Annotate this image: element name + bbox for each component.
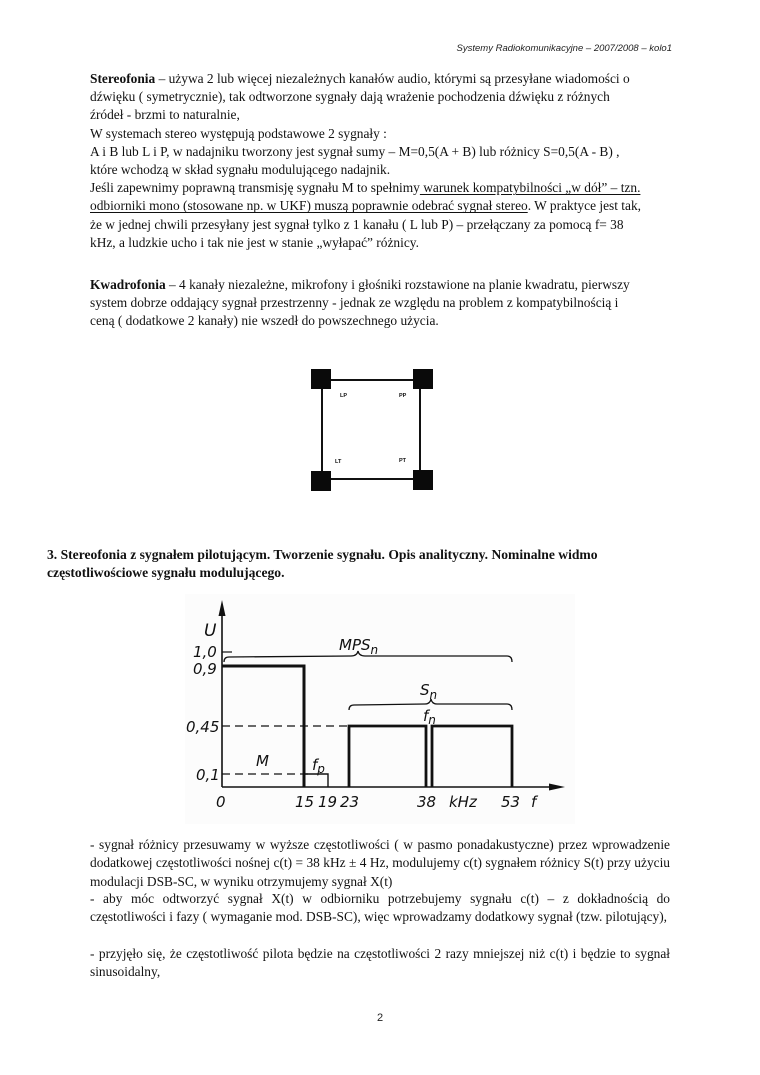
x-tick-0: 0 (216, 793, 226, 811)
unit-khz: kHz (449, 793, 477, 811)
bullet-2-text: - aby móc odtworzyć sygnał X(t) w odbiorniku potrzebujemy sygnału c(t) – z dokładnością do częstotliwości i fazy ( wymaganie mod. DSB-SC), więc wprowadzamy dodatkowy sygnał (tzw. pilotujący), (90, 891, 670, 925)
stereo-line-7-text: Jeśli zapewnimy poprawną transmisję sygnału M to spełnimy (90, 180, 420, 196)
label-pp: PP (399, 393, 407, 399)
x-tick-23: 23 (340, 793, 360, 811)
x-axis-arrow-icon (549, 784, 565, 791)
label-pt: PT (399, 458, 407, 464)
quadraphonic-layout-diagram (311, 369, 433, 491)
x-axis-label: f (531, 793, 537, 811)
speaker-rear-right-icon (413, 470, 433, 490)
stereo-line-7 (90, 179, 680, 197)
running-header: Systemy Radiokomunikacyjne – 2007/2008 – kolo1 (456, 43, 672, 54)
kwadro-line-2: system dobrze oddający sygnał przestrzenny - jednak ze względu na problem z kompatybilnością i (90, 295, 619, 311)
section-3-title-line-2: częstotliwościowe sygnału modulującego. (47, 565, 285, 580)
page-number: 2 (376, 1012, 384, 1024)
stereo-line-5: A i B lub L i P, w nadajniku tworzony jest sygnał sumy – M=0,5(A + B) lub różnicy S=0,5(A - B) , (90, 143, 620, 159)
stereo-paragraph (90, 70, 680, 252)
section-3-title-line-1: 3. Stereofonia z sygnałem pilotującym. Tworzenie sygnału. Opis analityczny. Nominalne widmo (47, 547, 598, 562)
stereo-line-8-text: . W praktyce jest tak, (527, 198, 642, 214)
stereo-line-6: które wchodzą w skład sygnału modulującego nadajnik. (90, 162, 391, 178)
fn-label: $f_n$ (423, 707, 436, 727)
brace-s-label: $S_n$ (420, 681, 438, 702)
speaker-front-left-icon (311, 369, 331, 389)
bullet-1-text: - sygnał różnicy przesuwamy w wyższe częstotliwości ( w pasmo ponadakustyczne) przez wprowadzenie dodatkowej częstotliwości nośnej c(t) = 38 kHz ± 4 Hz, modulujemy c(t) sygnałem różnicy S(t) przy użyciu modulacji DSB-SC, w wyniku otrzymujemy sygnał X(t) (90, 837, 670, 889)
m-label: M (256, 752, 269, 770)
x-tick-53: 53 (501, 793, 521, 811)
stereo-term: Stereofonia (90, 71, 156, 86)
section-3-title (47, 546, 687, 582)
kwadro-line-1-text: – 4 kanały niezależne, mikrofony i głośniki rozstawione na planie kwadratu, pierwszy (165, 277, 630, 292)
spectrum-diagram (185, 594, 575, 824)
y-tick-0-9: 0,9 (193, 660, 217, 678)
speaker-front-right-icon (413, 369, 433, 389)
stereo-line-3: źródeł - brzmi to naturalnie, (90, 107, 240, 123)
stereo-line-2: dźwięku ( symetrycznie), tak odtworzone sygnały dają wrażenie pochodzenia dźwięku z różnych (90, 89, 610, 105)
label-lp: LP (340, 393, 348, 399)
compat-condition-underlined: warunek kompatybilności „w dół” – tzn. (419, 180, 641, 196)
y-axis-label: U (204, 621, 217, 641)
brace-mps-label: $MPS_n$ (339, 636, 379, 657)
stereo-line-8 (90, 197, 680, 215)
stereo-line-1-text: – używa 2 lub więcej niezależnych kanałów audio, którymi są przesyłane wiadomości o (155, 71, 630, 86)
bullet-2 (90, 890, 670, 927)
stereo-line-1 (90, 70, 680, 88)
y-axis-arrow-icon (219, 600, 226, 616)
stereo-line-10: kHz, a ludzkie ucho i tak nie jest w stanie „wyłapać” różnicy. (90, 234, 419, 250)
y-tick-0-45: 0,45 (186, 718, 220, 736)
bullet-3 (90, 945, 670, 982)
bullet-1 (90, 836, 670, 891)
label-lt: LT (335, 459, 342, 465)
y-tick-1-0: 1,0 (193, 643, 217, 661)
compat-condition-underlined-2: odbiorniki mono (stosowane np. w UKF) muszą poprawnie odebrać sygnał stereo (90, 198, 528, 214)
kwadro-term: Kwadrofonia (90, 277, 166, 292)
kwadro-line-1 (90, 276, 680, 294)
kwadro-paragraph (90, 276, 680, 331)
x-tick-19: 19 (318, 793, 338, 811)
fp-label: $f_p$ (312, 756, 325, 776)
x-tick-15: 15 (295, 793, 315, 811)
spectrum-svg (185, 594, 575, 824)
kwadro-line-3: ceną ( dodatkowe 2 kanały) nie wszedł do powszechnego użycia. (90, 313, 439, 329)
bullet-3-text: - przyjęło się, że częstotliwość pilota będzie na częstotliwości 2 razy mniejszej niż c(t) i będzie to sygnał sinusoidalny, (90, 946, 670, 980)
y-tick-0-1: 0,1 (196, 766, 220, 784)
speaker-rear-left-icon (311, 471, 331, 491)
stereo-line-4: W systemach stereo występują podstawowe 2 sygnały : (90, 125, 387, 141)
stereo-line-9: że w jednej chwili przesyłany jest sygnał tylko z 1 kanału ( L lub P) – przełączany za pomocą f= 38 (90, 216, 624, 232)
x-tick-38: 38 (417, 793, 437, 811)
